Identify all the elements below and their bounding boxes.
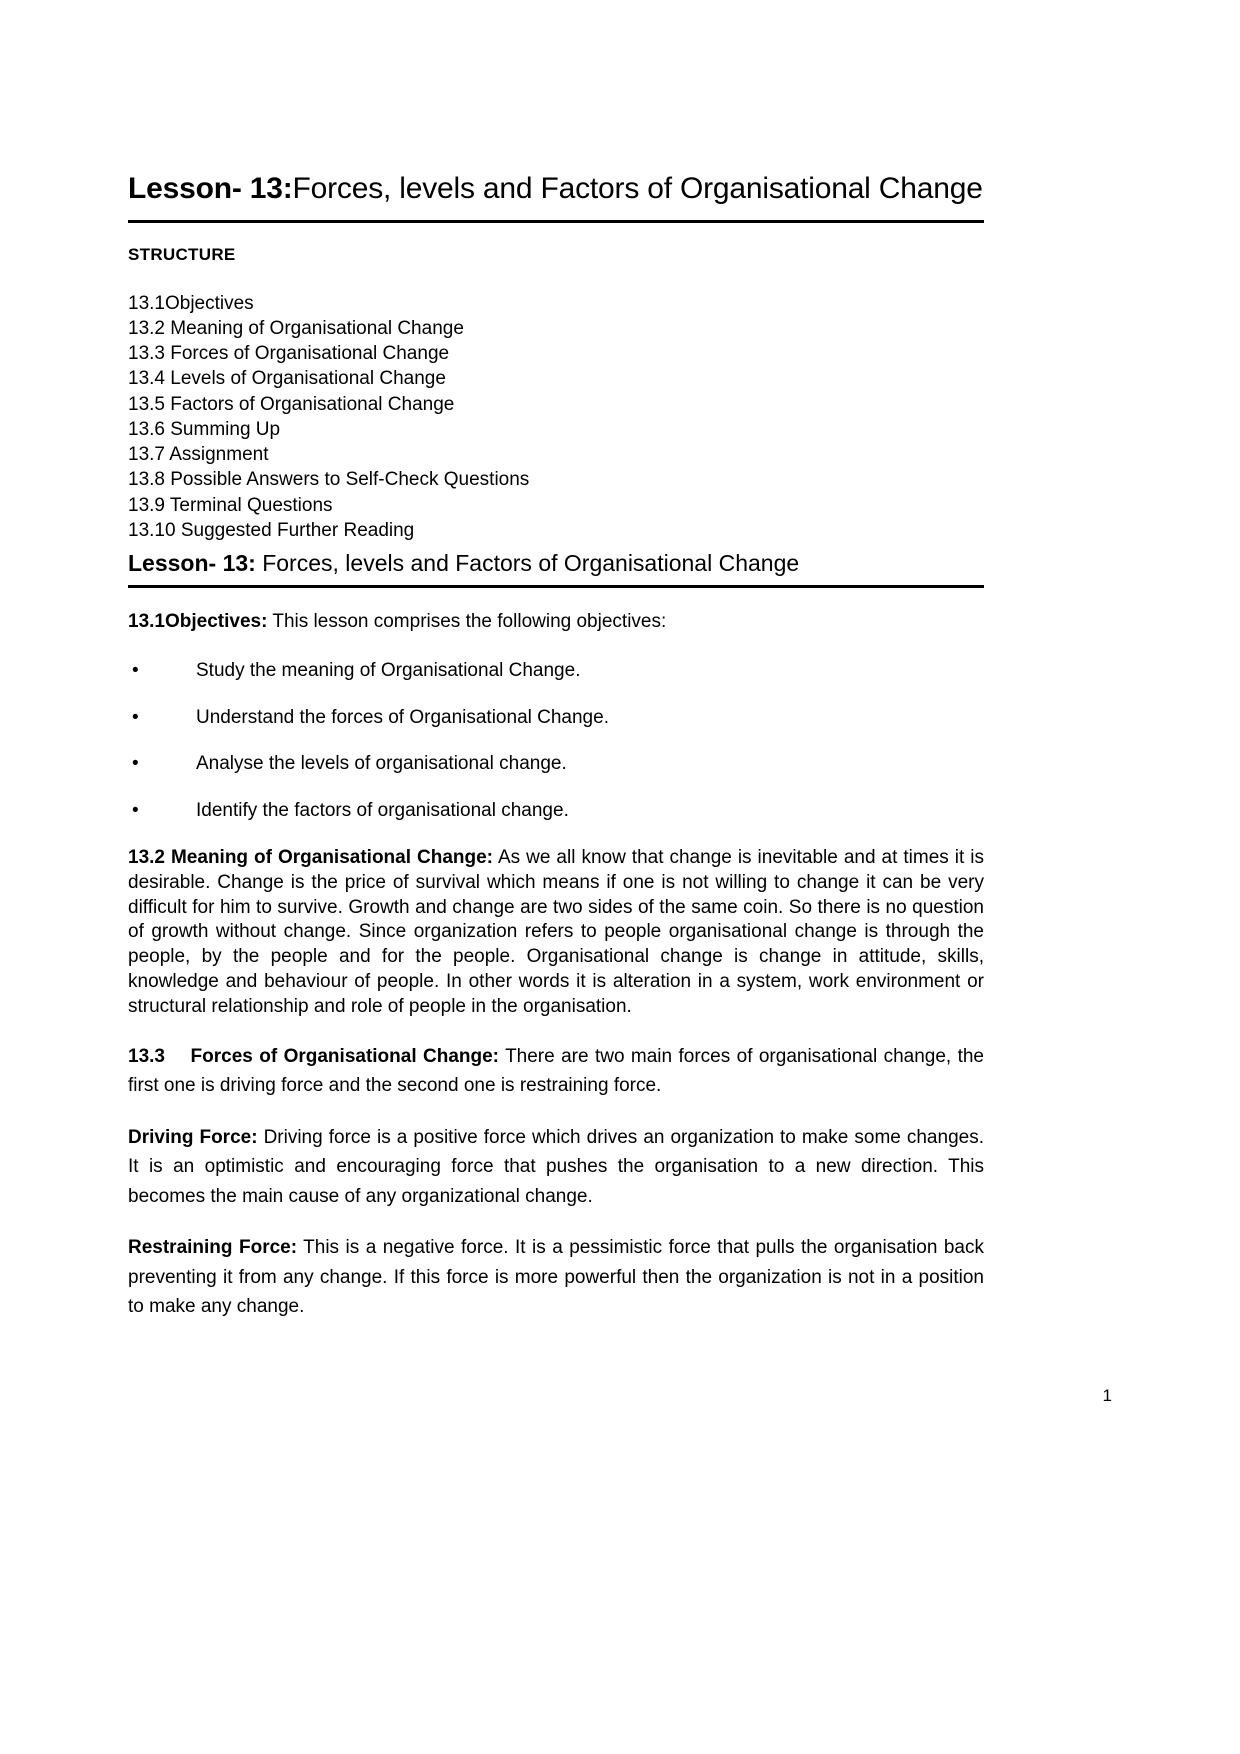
section-label: 13.2 Meaning of Organisational Change: <box>128 846 494 868</box>
objectives-intro <box>128 610 984 635</box>
objectives-label: 13.1Objectives: <box>128 611 268 633</box>
list-item-label: Understand the forces of Organisational Change. <box>196 706 609 728</box>
list-item-label: Study the meaning of Organisational Change. <box>196 660 581 682</box>
list-item <box>128 706 984 731</box>
section-text: As we all know that change is inevitable and at times it is desirable. Change is the price of survival which means if one is not willing to change it can be very difficult for him to survive. Growth and change are two sides of the same coin. So there is no question of growth without change. Since organization refers to people organisational change is through the people, by the people and for the people. Organisational change is change in attitude, skills, knowledge and behaviour of people. In other words it is alteration in a system, work environment or structural relationship and role of people in the organisation. <box>128 846 984 1018</box>
page-title-lead: Lesson- 13: <box>128 172 293 205</box>
toc-item: 13.2 Meaning of Organisational Change <box>128 317 464 339</box>
page-content <box>128 0 984 1321</box>
lesson-heading-rest: Forces, levels and Factors of Organisational Change <box>255 550 800 577</box>
section-paragraph-driving-force <box>128 1123 984 1211</box>
page-title-rest: Forces, levels and Factors of Organisational Change <box>292 172 983 205</box>
list-item-label: Analyse the levels of organisational change. <box>196 753 567 775</box>
section-label: Restraining Force: <box>128 1237 298 1259</box>
section-text: Driving force is a positive force which drives an organization to make some changes. It is an optimistic and encouraging force that pushes the organisation to a new direction. This becomes the main cause of any organizational change. <box>128 1126 984 1207</box>
page-title <box>128 0 984 211</box>
section-label: 13.3 Forces of Organisational Change: <box>128 1045 500 1067</box>
toc-item: 13.7 Assignment <box>128 444 269 466</box>
section-paragraph-meaning <box>128 846 984 1020</box>
toc-item: 13.5 Factors of Organisational Change <box>128 393 455 415</box>
toc-item: 13.1Objectives <box>128 292 254 314</box>
toc-item: 13.9 Terminal Questions <box>128 494 333 516</box>
objectives-intro-text: This lesson comprises the following objectives: <box>267 611 667 633</box>
toc-item: 13.8 Possible Answers to Self-Check Questions <box>128 469 530 491</box>
section-paragraph-restraining-force <box>128 1233 984 1321</box>
lesson-heading <box>128 549 984 579</box>
lesson-heading-divider <box>128 585 984 588</box>
toc-item: 13.4 Levels of Organisational Change <box>128 368 446 390</box>
section-text: There are two main forces of organisational change, the first one is driving force and the second one is restraining force. <box>128 1045 984 1097</box>
lesson-heading-lead: Lesson- 13: <box>128 550 256 577</box>
list-item-label: Identify the factors of organisational change. <box>196 800 569 822</box>
toc-item: 13.3 Forces of Organisational Change <box>128 343 450 365</box>
toc-item: 13.6 Summing Up <box>128 418 281 440</box>
list-item <box>128 752 984 777</box>
bullet-icon: • <box>132 660 139 682</box>
list-item <box>128 659 984 684</box>
objectives-list <box>128 659 984 824</box>
bullet-icon: • <box>132 800 139 822</box>
structure-heading: STRUCTURE <box>128 244 236 264</box>
page-number: 1 <box>1102 1386 1112 1405</box>
section-text: This is a negative force. It is a pessimistic force that pulls the organisation back preventing it from any change. If this force is more powerful then the organization is not in a position to make any change. <box>128 1237 984 1317</box>
bullet-icon: • <box>132 706 139 728</box>
section-paragraph-forces <box>128 1042 984 1101</box>
bullet-icon: • <box>132 753 139 775</box>
table-of-contents <box>128 291 984 544</box>
title-divider <box>128 220 984 223</box>
toc-item: 13.10 Suggested Further Reading <box>128 519 415 541</box>
list-item <box>128 799 984 824</box>
section-label: Driving Force: <box>128 1126 258 1148</box>
